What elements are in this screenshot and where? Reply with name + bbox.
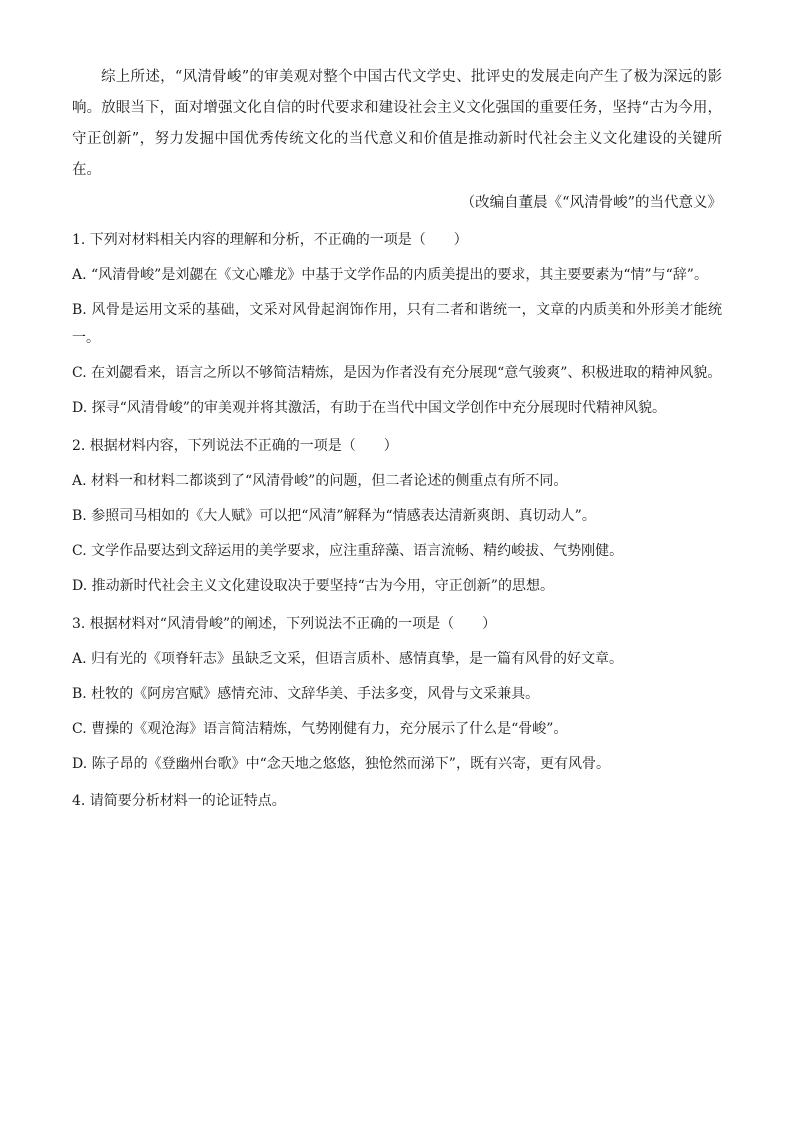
question-4 <box>72 787 722 815</box>
passage-source: （改编自董晨《“风清骨峻”的当代意义》 <box>460 195 722 211</box>
question-2 <box>72 432 722 600</box>
option-a: A. 材料一和材料二都谈到了“风清骨峻”的问题，但二者论述的侧重点有所不同。 <box>72 473 568 489</box>
option-c: C. 曹操的《观沧海》语言简洁精炼，气势刚健有力，充分展示了什么是“骨峻”。 <box>72 721 568 737</box>
question-stem: 1. 下列对材料相关内容的理解和分析，不正确的一项是（ ） <box>72 232 468 248</box>
question-3 <box>72 610 722 778</box>
document-page <box>72 62 722 815</box>
option-b: B. 杜牧的《阿房宫赋》感情充沛、文辞华美、手法多变，风骨与文采兼具。 <box>72 686 540 702</box>
option-d: D. 陈子昂的《登幽州台歌》中“念天地之悠悠，独怆然而涕下”，既有兴寄，更有风骨。 <box>72 756 610 772</box>
option-d: D. 推动新时代社会主义文化建设取决于要坚持“古为今用，守正创新”的思想。 <box>72 578 554 594</box>
option-c: C. 文学作品要达到文辞运用的美学要求，应注重辞藻、语言流畅、精约峻拔、气势刚健。 <box>72 543 624 559</box>
question-stem: 3. 根据材料对“风清骨峻”的阐述，下列说法不正确的一项是（ ） <box>72 616 497 632</box>
option-a: A. “风清骨峻”是刘勰在《文心雕龙》中基于文学作品的内质美提出的要求，其主要要素为“情”与“辞”。 <box>72 267 708 283</box>
option-a: A. 归有光的《项脊轩志》虽缺乏文采，但语言质朴、感情真挚，是一篇有风骨的好文章。 <box>72 651 624 667</box>
option-d: D. 探寻“风清骨峻”的审美观并将其激活，有助于在当代中国文学创作中充分展现时代精神风貌。 <box>72 400 666 416</box>
option-b: B. 参照司马相如的《大人赋》可以把“风清”解释为“情感表达清新爽朗、真切动人”。 <box>72 508 596 524</box>
passage-paragraph: 综上所述，“风清骨峻”的审美观对整个中国古代文学史、批评史的发展走向产生了极为深远的影响。放眼当下，面对增强文化自信的时代要求和建设社会主义文化强国的重要任务，坚持“古为今用，守正创新”，努力发掘中国优秀传统文化的当代意义和价值是推动新时代社会主义文化建设的关键所在。 <box>72 69 722 178</box>
question-stem: 4. 请简要分析材料一的论证特点。 <box>72 793 286 809</box>
question-stem: 2. 根据材料内容，下列说法不正确的一项是（ ） <box>72 438 398 454</box>
option-b: B. 风骨是运用文采的基础，文采对风骨起润饰作用，只有二者和谐统一，文章的内质美和外形美才能统一。 <box>72 302 722 346</box>
question-1 <box>72 226 722 422</box>
option-c: C. 在刘勰看来，语言之所以不够简洁精炼，是因为作者没有充分展现“意气骏爽”、积极进取的精神风貌。 <box>72 365 722 381</box>
